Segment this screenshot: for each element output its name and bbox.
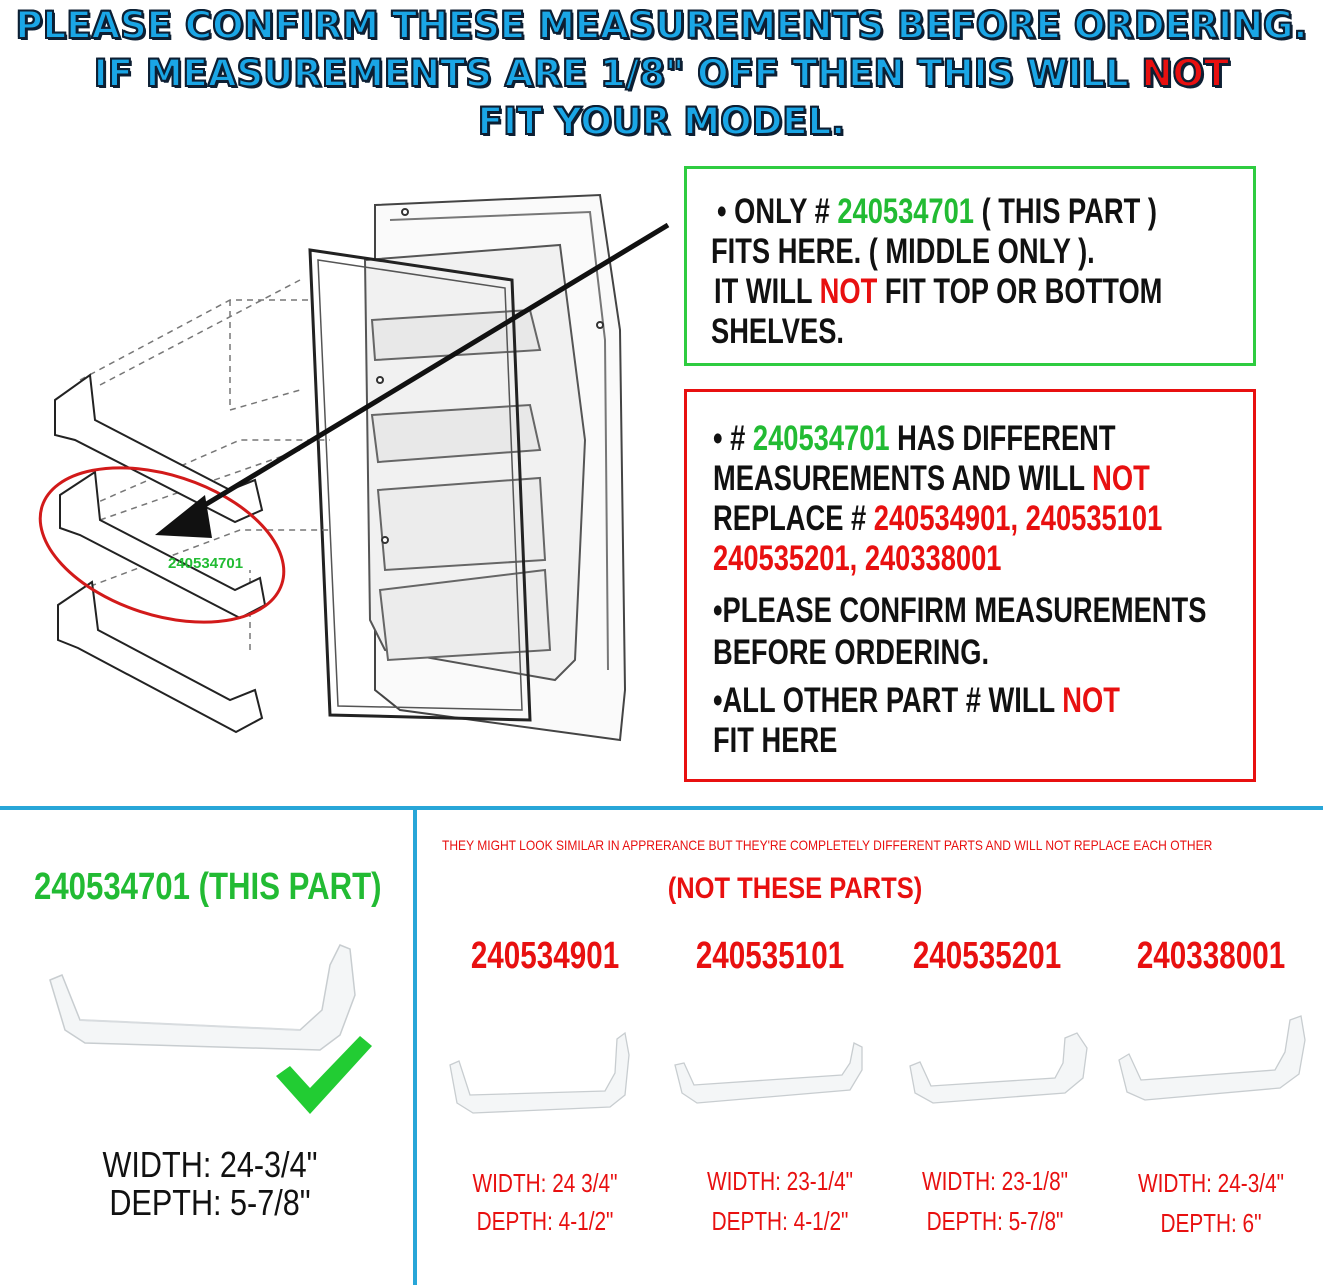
other-part-4-width: WIDTH: 24-3/4" (1137, 1168, 1285, 1198)
not-these-parts-heading: (NOT THESE PARTS) (667, 872, 923, 905)
diff-line-1 (713, 418, 1116, 460)
fit-line-3-pre: IT WILL (714, 272, 820, 311)
other-line-2: FIT HERE (713, 721, 838, 760)
other-part-2-depth: DEPTH: 4-1/2" (711, 1206, 849, 1236)
other-part-3-number: 240535201 (912, 935, 1062, 977)
fit-info-box (684, 166, 1256, 366)
diff-part-list-2: 240535201, 240338001 (713, 539, 1002, 578)
horizontal-divider (0, 806, 1323, 810)
fit-line-4: SHELVES. (711, 312, 845, 351)
confirm-line-1: •PLEASE CONFIRM MEASUREMENTS (713, 591, 1207, 630)
this-part-depth: DEPTH: 5-7/8" (109, 1182, 311, 1223)
other-line-1-pre: •ALL OTHER PART # WILL (713, 681, 1063, 720)
other-not-word: NOT (1062, 681, 1120, 720)
warning-header (0, 0, 1323, 150)
this-part-width: WIDTH: 24-3/4" (102, 1144, 318, 1185)
other-part-4-depth: DEPTH: 6" (1160, 1208, 1262, 1238)
this-part-title: 240534701 (THIS PART) (34, 866, 382, 908)
header-line-2-text: IF MEASUREMENTS ARE 1/8" OFF THEN THIS WILL (93, 52, 1142, 95)
other-part-3-width: WIDTH: 23-1/8" (921, 1166, 1069, 1196)
header-not-word: NOT (1141, 52, 1230, 95)
fit-not-word: NOT (819, 272, 878, 311)
fit-line-2: FITS HERE. ( MIDDLE ONLY ). (711, 232, 1095, 271)
diagram-callout-label: 240534701 (168, 555, 244, 572)
vertical-divider (413, 810, 417, 1285)
header-line-2 (0, 50, 1323, 98)
fit-line-1-pre: • ONLY # (717, 192, 838, 231)
other-part-1-bar-image (445, 1025, 635, 1120)
diff-not-word: NOT (1092, 459, 1150, 498)
other-part-4-bar-image (1115, 1012, 1310, 1107)
other-part-1-number: 240534901 (470, 935, 620, 977)
confirm-line-2: BEFORE ORDERING. (713, 633, 990, 672)
diff-line-1-post: HAS DIFFERENT (889, 419, 1116, 458)
diff-line-2-pre: MEASUREMENTS AND WILL (713, 459, 1093, 498)
diff-part-number: 240534701 (752, 419, 890, 458)
pointer-arrow-head (155, 495, 212, 538)
diff-line-3 (713, 498, 1162, 540)
difference-info-box (684, 389, 1256, 782)
diff-line-3-pre: REPLACE # (713, 499, 874, 538)
header-line-3: FIT YOUR MODEL. (477, 100, 846, 143)
other-part-3-depth: DEPTH: 5-7/8" (926, 1206, 1064, 1236)
other-part-1-depth: DEPTH: 4-1/2" (476, 1206, 614, 1236)
other-part-2-width: WIDTH: 23-1/4" (706, 1166, 854, 1196)
similarity-notice: THEY MIGHT LOOK SIMILAR IN APPRERANCE BUT THEY'RE COMPLETELY DIFFERENT PARTS AND WILL NOT REPLACE EACH OTHER (442, 837, 1213, 853)
other-part-4-number: 240338001 (1136, 935, 1286, 977)
fit-line-3 (714, 271, 1162, 313)
diff-line-1-pre: • # (713, 419, 753, 458)
refrigerator-door-diagram (0, 150, 680, 800)
fit-line-1 (717, 191, 1157, 233)
header-line-1: PLEASE CONFIRM THESE MEASUREMENTS BEFORE ORDERING. (15, 4, 1308, 47)
other-part-1-width: WIDTH: 24 3/4" (472, 1168, 618, 1198)
fit-part-number: 240534701 (837, 192, 974, 231)
other-part-2-number: 240535101 (695, 935, 845, 977)
diff-line-2 (713, 458, 1150, 500)
other-part-3-bar-image (905, 1028, 1095, 1113)
check-mark-icon (276, 1036, 376, 1118)
fit-line-3-post: FIT TOP OR BOTTOM (877, 272, 1163, 311)
other-part-2-bar-image (672, 1035, 867, 1110)
diff-part-list-1: 240534901, 240535101 (873, 499, 1163, 538)
other-line-1 (713, 680, 1120, 722)
fit-line-1-post: ( THIS PART ) (973, 192, 1157, 231)
